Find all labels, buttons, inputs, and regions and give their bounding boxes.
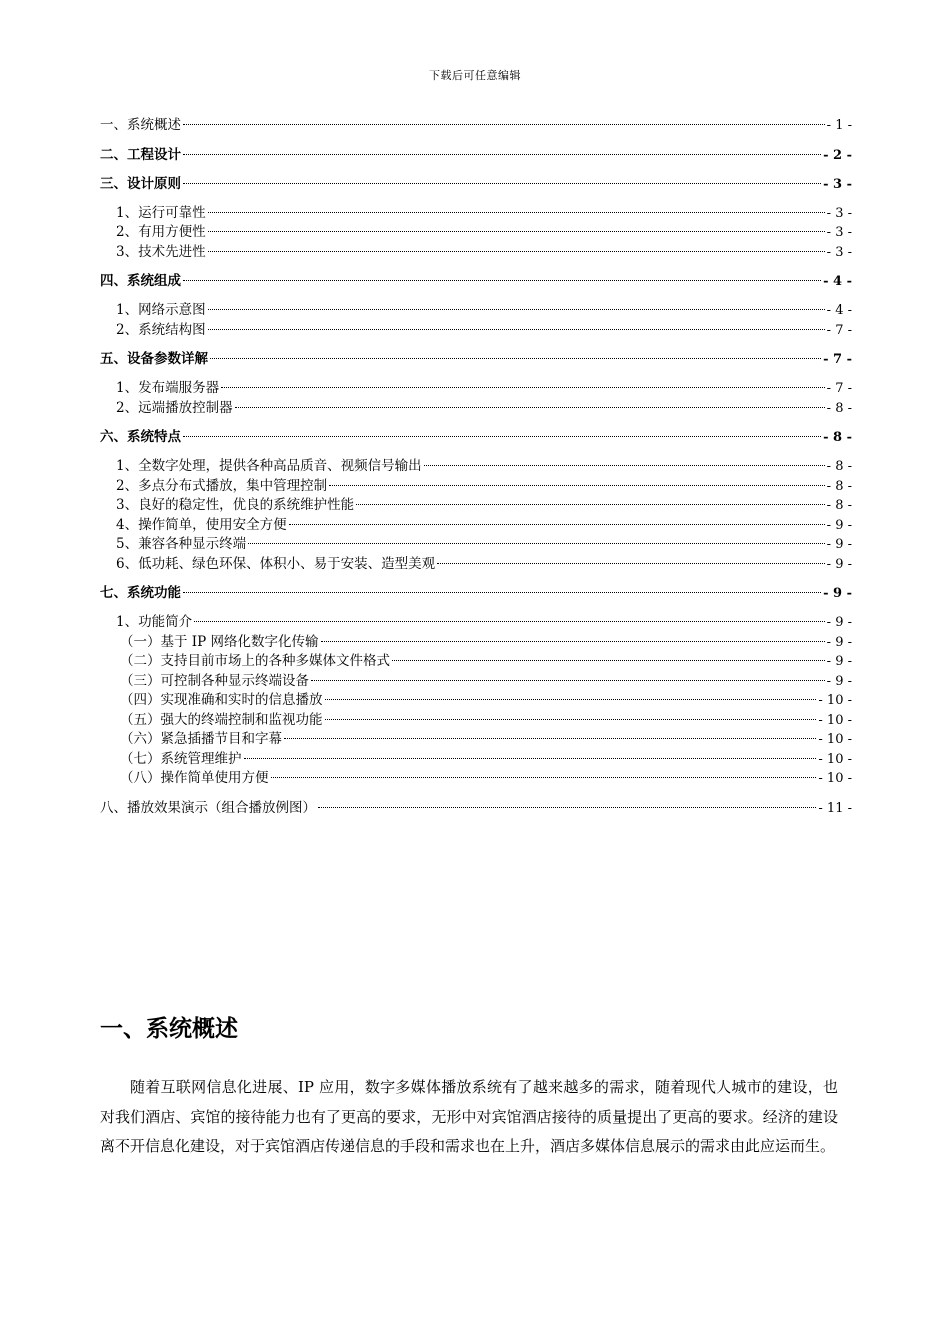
toc-entry-title: 1、运行可靠性 — [116, 204, 206, 221]
toc-entry-title: 1、网络示意图 — [116, 302, 206, 318]
toc-dot-leader — [208, 212, 825, 213]
toc-dot-leader — [437, 563, 825, 564]
toc-entry-title: 六、系统特点 — [100, 429, 181, 445]
toc-entry[interactable] — [100, 769, 852, 789]
toc-entry[interactable] — [100, 672, 852, 692]
toc-entry-title: 3、技术先进性 — [116, 243, 206, 260]
toc-entry-page-number: - 2 - — [823, 147, 852, 163]
toc-entry-page-number: - 8 - — [826, 498, 852, 513]
toc-entry-page-number: - 9 - — [826, 654, 852, 669]
toc-entry-page-number: - 8 - — [826, 400, 852, 416]
toc-dot-leader — [321, 641, 825, 642]
toc-entry-title: （六）紧急插播节目和字幕 — [120, 731, 282, 747]
toc-entry-title: （七）系统管理维护 — [120, 750, 242, 767]
toc-entry[interactable] — [100, 555, 852, 575]
toc-entry-page-number: - 3 - — [826, 205, 852, 221]
toc-entry[interactable] — [100, 116, 852, 136]
toc-entry[interactable] — [100, 691, 852, 711]
toc-dot-leader — [318, 807, 816, 808]
toc-entry-page-number: - 7 - — [826, 322, 852, 338]
toc-dot-leader — [289, 524, 825, 525]
toc-entry-title: （一）基于 IP 网络化数字化传输 — [120, 633, 319, 650]
toc-entry[interactable] — [100, 223, 852, 243]
toc-entry-page-number: - 9 - — [826, 556, 852, 572]
toc-entry-title: 6、低功耗、绿色环保、体积小、易于安装、造型美观 — [116, 555, 436, 572]
toc-entry[interactable] — [100, 750, 852, 770]
toc-entry-title: 二、工程设计 — [100, 146, 181, 163]
toc-entry-title: （三）可控制各种显示终端设备 — [120, 672, 309, 689]
toc-entry[interactable] — [100, 633, 852, 653]
toc-entry[interactable] — [100, 535, 852, 555]
toc-entry-page-number: - 4 - — [826, 303, 852, 318]
toc-entry[interactable] — [100, 711, 852, 731]
toc-entry[interactable] — [100, 146, 852, 165]
toc-entry[interactable] — [100, 516, 852, 536]
toc-entry-page-number: - 7 - — [823, 352, 852, 367]
toc-entry[interactable] — [100, 350, 852, 369]
toc-entry[interactable] — [100, 428, 852, 447]
toc-entry-page-number: - 9 - — [826, 673, 852, 689]
page-header-note: 下载后可任意编辑 — [429, 69, 521, 82]
section-heading: 一、系统概述 — [100, 1016, 238, 1042]
toc-dot-leader — [235, 407, 825, 408]
toc-entry-title: 七、系统功能 — [100, 585, 181, 601]
toc-dot-leader — [356, 504, 825, 505]
toc-entry-page-number: - 11 - — [818, 800, 852, 816]
toc-entry-page-number: - 10 - — [818, 751, 852, 767]
toc-entry-page-number: - 8 - — [826, 478, 852, 494]
toc-entry[interactable] — [100, 321, 852, 341]
toc-entry-page-number: - 9 - — [826, 615, 852, 630]
toc-entry-page-number: - 3 - — [826, 244, 852, 260]
toc-entry[interactable] — [100, 584, 852, 603]
toc-dot-leader — [424, 465, 825, 466]
toc-entry-page-number: - 9 - — [826, 634, 852, 650]
toc-entry[interactable] — [100, 272, 852, 291]
toc-entry-title: 1、全数字处理，提供各种高品质音、视频信号输出 — [116, 458, 422, 474]
toc-entry[interactable] — [100, 243, 852, 263]
toc-entry-page-number: - 10 - — [818, 732, 852, 747]
toc-entry-page-number: - 8 - — [826, 459, 852, 474]
toc-dot-leader — [183, 183, 821, 184]
toc-entry-title: （八）操作简单使用方便 — [120, 770, 269, 786]
toc-dot-leader — [325, 719, 817, 720]
toc-dot-leader — [325, 699, 817, 700]
toc-entry-page-number: - 10 - — [818, 712, 852, 728]
toc-dot-leader — [208, 231, 825, 232]
toc-entry-page-number: - 7 - — [826, 381, 852, 396]
toc-entry-page-number: - 9 - — [826, 517, 852, 533]
toc-entry-title: 八、播放效果演示（组合播放例图） — [100, 799, 316, 816]
toc-entry[interactable] — [100, 204, 852, 224]
toc-entry-page-number: - 3 - — [823, 176, 852, 192]
toc-dot-leader — [329, 485, 825, 486]
toc-entry-page-number: - 9 - — [826, 537, 852, 552]
toc-dot-leader — [183, 124, 825, 125]
toc-entry-title: 四、系统组成 — [100, 273, 181, 289]
toc-entry-title: 4、操作简单，使用安全方便 — [116, 516, 287, 533]
toc-entry-title: 1、发布端服务器 — [116, 380, 220, 396]
toc-entry[interactable] — [100, 399, 852, 419]
toc-dot-leader — [208, 309, 825, 310]
toc-entry-title: （五）强大的终端控制和监视功能 — [120, 711, 323, 728]
toc-dot-leader — [311, 680, 825, 681]
toc-dot-leader — [392, 660, 825, 661]
toc-entry[interactable] — [100, 379, 852, 399]
toc-entry-title: （二）支持目前市场上的各种多媒体文件格式 — [120, 653, 390, 669]
toc-entry-page-number: - 4 - — [823, 274, 852, 289]
toc-entry[interactable] — [100, 613, 852, 633]
toc-entry-title: 2、多点分布式播放，集中管理控制 — [116, 477, 328, 494]
toc-dot-leader — [244, 758, 817, 759]
toc-dot-leader — [183, 436, 821, 437]
toc-entry[interactable] — [100, 301, 852, 321]
toc-entry[interactable] — [100, 652, 852, 672]
toc-entry-title: 三、设计原则 — [100, 175, 181, 192]
toc-dot-leader — [248, 543, 825, 544]
toc-entry-title: 五、设备参数详解 — [100, 351, 208, 367]
body-paragraph: 随着互联网信息化进展、IP 应用，数字多媒体播放系统有了越来越多的需求，随着现代人城市的建设，也对我们酒店、宾馆的接待能力也有了更高的要求，无形中对宾馆酒店接待的质量提出了更高的要求。经济的建设离不开信息化建设，对于宾馆酒店传递信息的手段和需求也在上升，酒店多媒体信息展示的需求由此应运而生。 — [100, 1078, 838, 1155]
toc-entry-page-number: - 10 - — [818, 771, 852, 786]
toc-dot-leader — [271, 777, 817, 778]
toc-entry-page-number: - 9 - — [823, 586, 852, 601]
toc-dot-leader — [194, 621, 825, 622]
toc-entry-title: （四）实现准确和实时的信息播放 — [120, 692, 323, 708]
toc-entry-page-number: - 1 - — [826, 118, 852, 133]
toc-entry[interactable] — [100, 730, 852, 750]
toc-entry[interactable] — [100, 175, 852, 194]
toc-entry-title: 一、系统概述 — [100, 117, 181, 133]
toc-dot-leader — [208, 329, 825, 330]
toc-entry-title: 3、良好的稳定性，优良的系统维护性能 — [116, 497, 355, 513]
toc-dot-leader — [183, 154, 821, 155]
toc-entry-page-number: - 10 - — [818, 693, 852, 708]
toc-entry-title: 2、有用方便性 — [116, 224, 206, 240]
toc-entry-title: 2、系统结构图 — [116, 321, 206, 338]
toc-dot-leader — [183, 280, 821, 281]
toc-dot-leader — [208, 251, 825, 252]
toc-dot-leader — [210, 358, 821, 359]
toc-entry[interactable] — [100, 496, 852, 516]
toc-dot-leader — [183, 592, 821, 593]
toc-entry-page-number: - 8 - — [823, 430, 852, 445]
toc-dot-leader — [221, 387, 825, 388]
toc-entry[interactable] — [100, 799, 852, 819]
toc-entry[interactable] — [100, 477, 852, 497]
toc-dot-leader — [284, 738, 816, 739]
toc-entry-title: 5、兼容各种显示终端 — [116, 536, 247, 552]
toc-entry-title: 1、功能简介 — [116, 614, 193, 630]
toc-entry[interactable] — [100, 457, 852, 477]
table-of-contents — [100, 116, 852, 818]
toc-entry-title: 2、远端播放控制器 — [116, 399, 233, 416]
toc-entry-page-number: - 3 - — [826, 225, 852, 240]
